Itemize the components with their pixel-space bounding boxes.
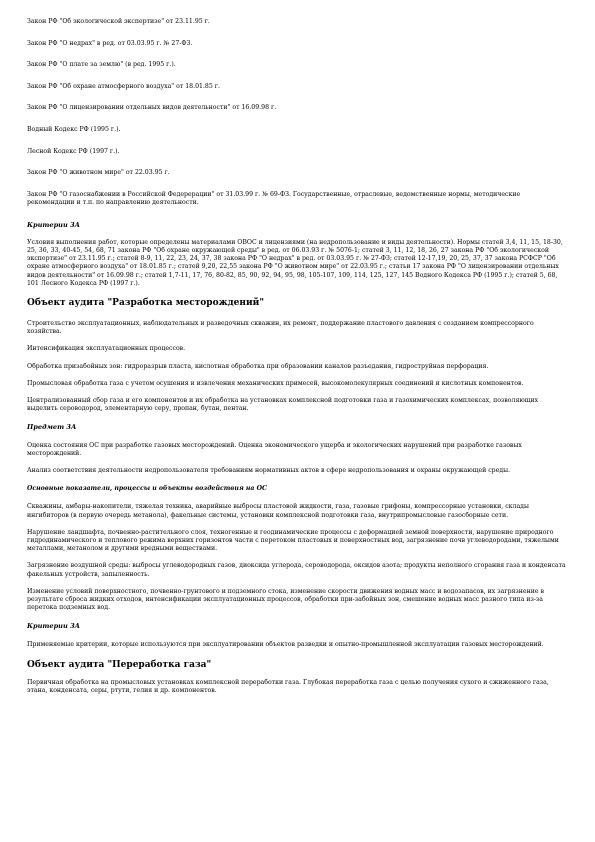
section-paragraph: Первичная обработка на промысловых установках комплексной переработки газа. Глубокая переработка газа с целью получения сухого и сжиженного газа, этана, конденсата, серы, ртути, гелия и др. компонентов. [27, 678, 549, 695]
section-paragraph: Строительство эксплуатационных, наблюдательных и разведочных скважин, их ремонт, поддержание пластового давления с созданием компрессорного хозяйства. [27, 319, 534, 336]
law-item: Закон РФ "О недрах" в ред. от 03.03.95 г. № 27-ФЗ. [27, 39, 193, 47]
section-paragraph: Интенсификация эксплуатационных процессов. [27, 345, 186, 353]
criteria-paragraph: Применяемые критерии, которые используются при эксплуатировании объектов разведки и опытно-промышленной эксплуатации газовых месторождений. [27, 640, 544, 648]
law-item: Закон РФ "О лицензировании отдельных видов деятельности" от 16.09.98 г. [27, 104, 277, 112]
subject-paragraph: Анализ соответствия деятельности недропользователя требованиям нормативных актов в сфере недропользования и охраны окружающей среды. [27, 467, 511, 474]
issues-paragraph: Нарушение ландшафта, почвенно-растительного слоя, техногенные и геодинамические процессы с деформацией земной поверхности, нарушение природного гидродинамического и теплового режима верхних горизонтов части с перетоком пластовых и поверхностных вод, загрязнение почв углеводородами, тяжелыми металлами, метанолом и другими вредными веществами. [27, 528, 559, 553]
criteria-heading: Критерии 3А [27, 220, 81, 229]
law-item: Водный Кодекс РФ (1995 г.). [27, 125, 121, 133]
criteria-paragraph: Условия выполнения работ, которые определены материалами ОВОС и лицензиями (на недропользование и виды деятельности). Нормы статей 3,4, 11, 15, 18-30, 25, 36, 33, 40-45, 54, 68, 71 закона РФ "Об охране окружающей среды" в ред. от 06.03.93 г. № 5076-1; статей 3, 11, 12, 18, 26, 27 закона РФ "Об экологической экспертизе" от 23.11.95 г.; статей 8-9, 11, 22, 23, 24, 37, 38 закона РФ "О недрах" в ред. от 03.03.95 г. № 27-ФЗ; статей 12-17,19, 20, 25, 37, 37 закона РСФСР "Об охране атмосферного воздуха" от 18.01.85 г.; статей 9,20, 22,55 закона РФ "О животном мире" от 22.03.95 г.; статьи 17 закона РФ "О лицензировании отдельных видов деятельности" от 16.09.98 г.; статей 1,7-11, 17, 76, 80-82, 85, 90, 92, 94, 95, 98, 105-107, 109, 114, 125, 127, 145 Водного Кодекса РФ (1995 г.); статей 5, 68, 101 Лесного Кодекса РФ (1997 г.). [27, 238, 563, 287]
law-item: Закон РФ "О газоснабжении в Российской Федерерации" от 31.03.99 г. № 69-ФЗ. Государственные, отраслевые, ведомственные нормы, методические рекомендации и т.п. по направлению деятельности. [27, 190, 521, 206]
law-item: Закон РФ "Об экологической экспертизе" от 23.11.95 г. [27, 18, 210, 25]
section-title: Объект аудита "Переработка газа" [27, 659, 212, 670]
main-issues-heading: Основные показатели, процессы и объекты воздействия на ОС [27, 485, 267, 493]
subject-paragraph: Оценка состояния ОС при разработке газовых месторождений. Оценка экономического ущерба и экологических нарушений при разработке газовых месторождений. [27, 441, 522, 457]
law-item: Закон РФ "Об охране атмосферного воздуха" от 18.01.85 г. [27, 82, 220, 90]
law-item: Закон РФ "О плате за землю" (в ред. 1995 г.). [27, 61, 176, 69]
criteria-heading: Критерии 3А [27, 622, 81, 631]
issues-paragraph: Изменение условий поверхностного, почвенно-грунтового и подземного стока, изменение скорости движения водных масс и водозапасов, их загрязнение в результате сброса жидких отходов, интенсификации эксплуатационных процессов, обработки при-забойных зон, смешение водных масс разного типа из-за перетока подземных вод. [27, 587, 544, 612]
section-paragraph: Централизованный сбор газа и его компонентов и их обработка на установках комплексной подготовки газа и газохимических комплексах, позволяющих выделить сероводород, элементарную серу, пропан, бутан, пентан. [27, 396, 539, 413]
law-item: Лесной Кодекс РФ (1997 г.). [27, 147, 120, 155]
section-title: Объект аудита "Разработка месторождений" [27, 297, 265, 308]
document-page [27, 18, 567, 695]
section-paragraph: Обработка призабойных зон: гидроразрыв пласта, кислотная обработка при образовании каналов разъедания, гидроструйная перфорация. [27, 362, 489, 370]
section-paragraph: Промысловая обработка газа с учетом осушения и извлечения механических примесей, высокомолекулярных соединений и кислотных компонентов. [27, 379, 524, 387]
law-item: Закон РФ "О животном мире" от 22.03.95 г. [27, 169, 170, 177]
issues-paragraph: Скважины, амбары-накопители, тяжелая техника, аварийные выбросы пластовой жидкости, газа, газовые грифоны, компрессорные установки, склады ингибиторов (в первую очередь метанола), факельные системы, установки комплексной подготовки газа, внутрипромысловые газосборные сети. [27, 503, 529, 519]
subject-heading: Предмет 3А [27, 423, 77, 432]
issues-paragraph: Загрязнение воздушной среды: выбросы углеводородных газов, диоксида углерода, сероводорода, оксидов азота; продукты неполного сгорания газа и конденсата факельных устройств, запыленность. [27, 562, 566, 578]
